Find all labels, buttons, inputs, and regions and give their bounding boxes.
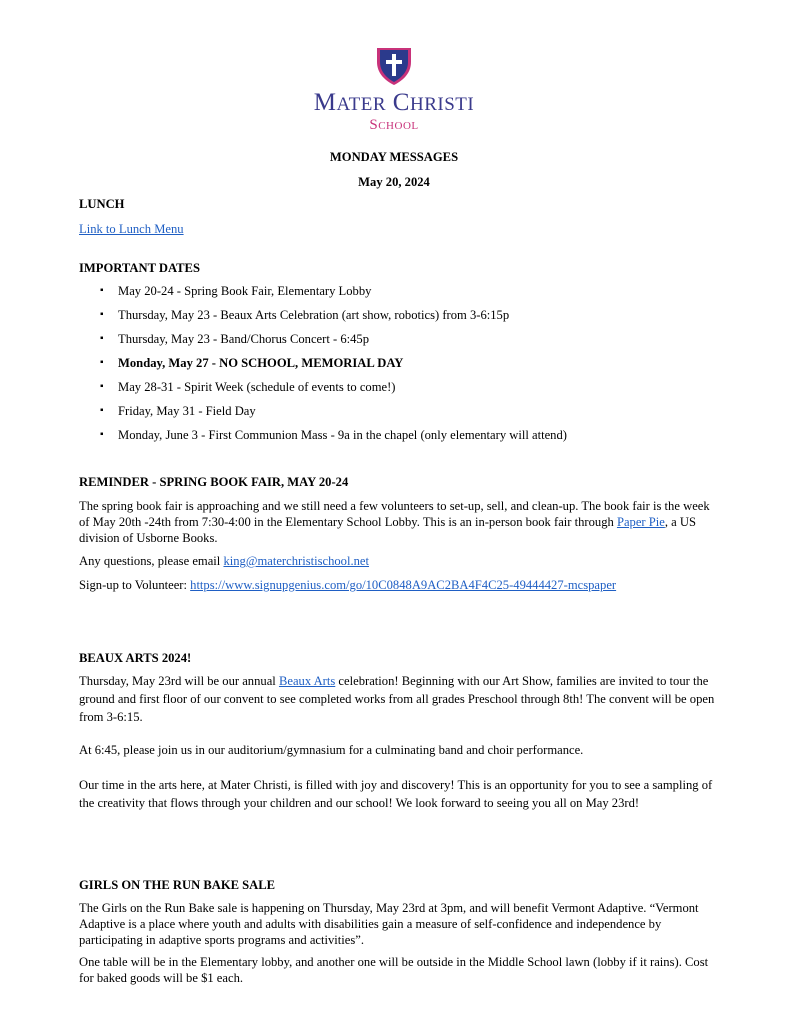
beaux-arts-paragraph-1: Thursday, May 23rd will be our annual Beaux Arts celebration! Beginning with our Art Show, families are invited to tour the ground and first floor of our convent to see completed works from all grades Preschool through 8th! The convent will be open from 3-6:15.	[79, 674, 715, 724]
bake-sale-paragraph-2: One table will be in the Elementary lobby, and another one will be outside in the Middle School lawn (lobby if it rains). Cost for baked goods will be $1 each.	[79, 955, 709, 985]
important-dates-list	[100, 283, 567, 451]
beaux-arts-heading: BEAUX ARTS 2024!	[79, 651, 192, 665]
lunch-menu-link[interactable]: Link to Lunch Menu	[79, 222, 184, 236]
page-date: May 20, 2024	[358, 175, 430, 189]
logo-school-name: MATER CHRISTI	[313, 89, 475, 116]
bake-sale-paragraph-1: The Girls on the Run Bake sale is happening on Thursday, May 23rd at 3pm, and will benefit Vermont Adaptive. “Vermont Adaptive is a place where youth and adults with disabilities gain a measure of self-confidence and independence by participating in adaptive sports programs and activities”.	[79, 901, 699, 947]
date-item: ▪ Monday, June 3 - First Communion Mass - 9a in the chapel (only elementary will attend)	[100, 427, 567, 451]
beaux-arts-paragraph-3: Our time in the arts here, at Mater Christi, is filled with joy and discovery! This is an opportunity for you to see a sampling of the creativity that flows through your children and our school! We look forward to seeing you all on May 23rd!	[79, 778, 713, 810]
shield-cross-icon	[374, 44, 414, 86]
book-fair-signup: Sign-up to Volunteer: https://www.signupgenius.com/go/10C0848A9AC2BA4F4C25-49444427-mcspaper	[79, 578, 617, 592]
date-item: ▪ May 20-24 - Spring Book Fair, Elementary Lobby	[100, 283, 567, 307]
important-dates-heading: IMPORTANT DATES	[79, 261, 200, 275]
page-title: MONDAY MESSAGES	[329, 150, 459, 164]
beaux-arts-paragraph-2: At 6:45, please join us in our auditorium/gymnasium for a culminating band and choir performance.	[79, 743, 584, 757]
bake-sale-heading: GIRLS ON THE RUN BAKE SALE	[79, 878, 276, 892]
email-link[interactable]: king@materchristischool.net	[223, 554, 370, 568]
beaux-arts-link[interactable]: Beaux Arts	[278, 674, 336, 688]
lunch-menu-link-row	[79, 221, 719, 237]
date-item: ▪ Thursday, May 23 - Beaux Arts Celebration (art show, robotics) from 3-6:15p	[100, 307, 567, 331]
date-item: ▪ Friday, May 31 - Field Day	[100, 403, 567, 427]
book-fair-paragraph: The spring book fair is approaching and we still need a few volunteers to set-up, sell, and clean-up. The book fair is the week of May 20th -24th from 7:30-4:00 in the Elementary School Lobby. This is an in-person book fair through Paper Pie, a US division of Usborne Books.	[79, 499, 710, 545]
signup-link[interactable]: https://www.signupgenius.com/go/10C0848A9AC2BA4F4C25-49444427-mcspaper	[190, 578, 617, 592]
paper-pie-link[interactable]: Paper Pie	[616, 515, 665, 529]
book-fair-questions: Any questions, please email king@materchristischool.net	[79, 554, 370, 568]
logo-school-word: SCHOOL	[369, 117, 419, 133]
school-logo	[0, 44, 788, 133]
date-item: ▪ May 28-31 - Spirit Week (schedule of events to come!)	[100, 379, 567, 403]
date-item: ▪ Monday, May 27 - NO SCHOOL, MEMORIAL DAY	[100, 355, 567, 379]
lunch-heading: LUNCH	[79, 197, 125, 211]
book-fair-heading: REMINDER - SPRING BOOK FAIR, MAY 20-24	[79, 475, 349, 489]
date-item: ▪ Thursday, May 23 - Band/Chorus Concert - 6:45p	[100, 331, 567, 355]
